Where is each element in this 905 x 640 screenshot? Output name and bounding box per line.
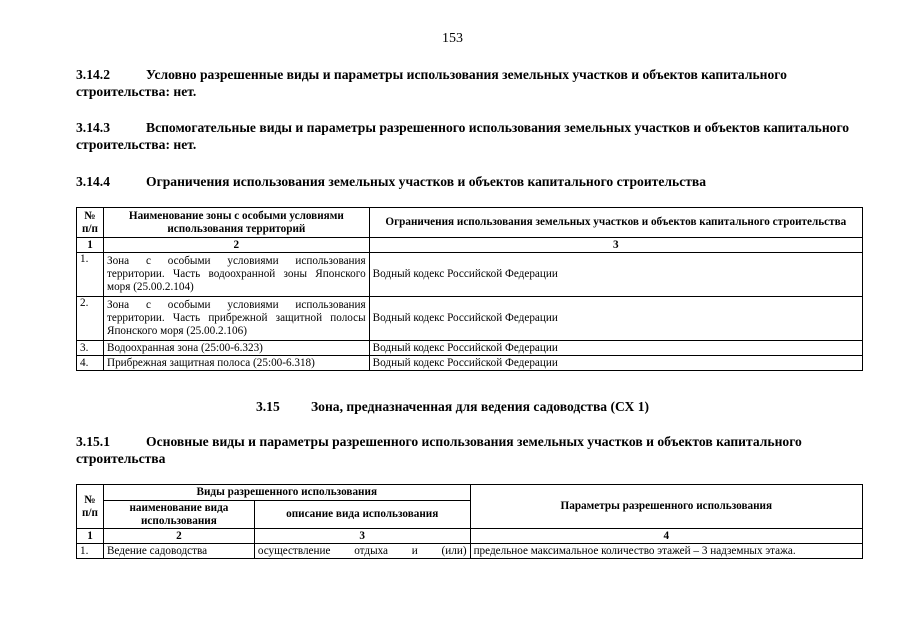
use-parameters: предельное максимальное количество этажей – 3 надземных этажа. — [470, 544, 862, 559]
header-zone-name: Наименование зоны с особыми условиями использования территорий — [103, 208, 369, 238]
restriction: Водный кодекс Российской Федерации — [369, 356, 862, 371]
column-number: 2 — [103, 238, 369, 253]
header-use-name: наименование вида использования — [103, 501, 254, 529]
row-number: 3. — [77, 341, 104, 356]
restrictions-table — [76, 207, 863, 371]
column-number-row — [77, 529, 863, 544]
table-row — [77, 253, 863, 297]
use-name: Ведение садоводства — [103, 544, 254, 559]
column-number-row — [77, 238, 863, 253]
zone-name: Зона с особыми условиями использования территории. Часть водоохранной зоны Японского моря (25.00.2.104) — [103, 253, 369, 297]
restriction: Водный кодекс Российской Федерации — [369, 297, 862, 341]
table-header-row — [77, 208, 863, 238]
section-title: Условно разрешенные виды и параметры использования земельных участков и объектов капитального строительства: нет. — [76, 67, 787, 99]
table-header-row — [77, 485, 863, 501]
page-number: 153 — [442, 31, 463, 46]
section-number: 3.15 — [255, 399, 280, 414]
header-use-description: описание вида использования — [254, 501, 470, 529]
column-number: 3 — [369, 238, 862, 253]
section-heading-3-14-4 — [76, 173, 866, 190]
section-heading-3-15 — [0, 398, 905, 415]
row-number: 1. — [77, 544, 104, 559]
section-number: 3.14.3 — [76, 120, 110, 135]
column-number: 3 — [254, 529, 470, 544]
section-number: 3.15.1 — [76, 434, 110, 449]
column-number: 2 — [103, 529, 254, 544]
section-title: Вспомогательные виды и параметры разрешенного использования земельных участков и объектов капитального строительства: нет. — [76, 120, 850, 152]
row-number: 1. — [77, 253, 104, 297]
table-row — [77, 544, 863, 559]
column-number: 1 — [77, 529, 104, 544]
section-heading-3-14-3 — [76, 119, 866, 153]
restriction: Водный кодекс Российской Федерации — [369, 253, 862, 297]
zone-name: Прибрежная защитная полоса (25:00-6.318) — [103, 356, 369, 371]
table-row — [77, 297, 863, 341]
section-title: Ограничения использования земельных участков и объектов капитального строительства — [146, 174, 707, 189]
header-use-types: Виды разрешенного использования — [103, 485, 470, 501]
section-title: Зона, предназначенная для ведения садоводства (СХ 1) — [310, 399, 650, 414]
header-number: № п/п — [77, 208, 104, 238]
row-number: 4. — [77, 356, 104, 371]
permitted-uses-table — [76, 484, 863, 559]
column-number: 1 — [77, 238, 104, 253]
zone-name: Зона с особыми условиями использования территории. Часть прибрежной защитной полосы Японского моря (25.00.2.106) — [103, 297, 369, 341]
section-heading-3-14-2 — [76, 66, 866, 100]
column-number: 4 — [470, 529, 862, 544]
section-number: 3.14.2 — [76, 67, 110, 82]
section-heading-3-15-1 — [76, 433, 866, 467]
header-parameters: Параметры разрешенного использования — [470, 485, 862, 529]
section-number: 3.14.4 — [76, 174, 110, 189]
table-row — [77, 356, 863, 371]
row-number: 2. — [77, 297, 104, 341]
restriction: Водный кодекс Российской Федерации — [369, 341, 862, 356]
table-row — [77, 341, 863, 356]
use-description: осуществление отдыха и (или) — [254, 544, 470, 559]
header-number: № п/п — [77, 485, 104, 529]
zone-name: Водоохранная зона (25:00-6.323) — [103, 341, 369, 356]
header-restrictions: Ограничения использования земельных участков и объектов капитального строительства — [369, 208, 862, 238]
section-title: Основные виды и параметры разрешенного использования земельных участков и объектов капитального строительства — [76, 434, 802, 466]
